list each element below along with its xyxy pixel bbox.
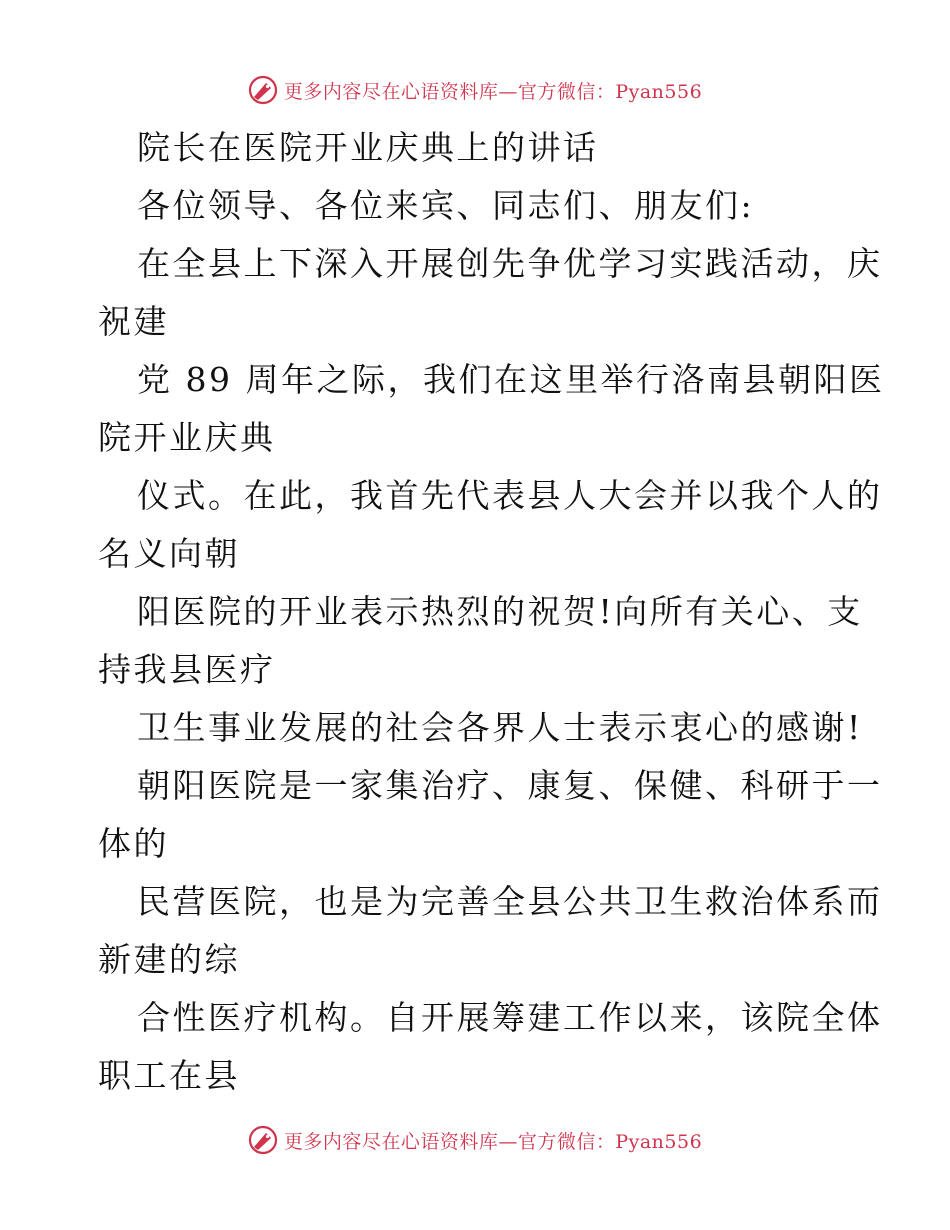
paragraph-line: 民营医院，也是为完善全县公共卫生救治体系而 [137, 882, 883, 921]
paragraph-line: 持我县医疗 [98, 650, 276, 689]
paragraph-line: 名义向朝 [98, 534, 240, 573]
pen-nib-logo-icon [248, 75, 278, 105]
paragraph-line: 合性医疗机构。自开展筹建工作以来，该院全体 [137, 998, 883, 1037]
paragraph-line: 卫生事业发展的社会各界人士表示衷心的感谢! [137, 708, 863, 747]
paragraph-line: 体的 [98, 824, 169, 863]
document-title: 院长在医院开业庆典上的讲话 [137, 128, 599, 167]
paragraph-line: 党 89 周年之际，我们在这里举行洛南县朝阳医 [137, 360, 885, 399]
header-watermark-banner [0, 70, 950, 110]
paragraph-line: 祝建 [98, 302, 169, 341]
paragraph-line: 新建的综 [98, 940, 240, 979]
watermark-text: 更多内容尽在心语资料库—官方微信：Pyan556 [283, 80, 703, 103]
paragraph-line: 在全县上下深入开展创先争优学习实践活动，庆 [137, 244, 883, 283]
paragraph-line: 职工在县 [98, 1056, 240, 1095]
paragraph-line: 仪式。在此，我首先代表县人大会并以我个人的 [137, 476, 883, 515]
paragraph-line: 阳医院的开业表示热烈的祝贺!向所有关心、支 [137, 592, 863, 631]
salutation: 各位领导、各位来宾、同志们、朋友们: [137, 186, 755, 225]
footer-watermark-banner [0, 1120, 950, 1160]
paragraph-line: 朝阳医院是一家集治疗、康复、保健、科研于一 [137, 766, 883, 805]
pen-nib-logo-icon [248, 1125, 278, 1155]
watermark-text: 更多内容尽在心语资料库—官方微信：Pyan556 [283, 1130, 703, 1153]
paragraph-line: 院开业庆典 [98, 418, 276, 457]
